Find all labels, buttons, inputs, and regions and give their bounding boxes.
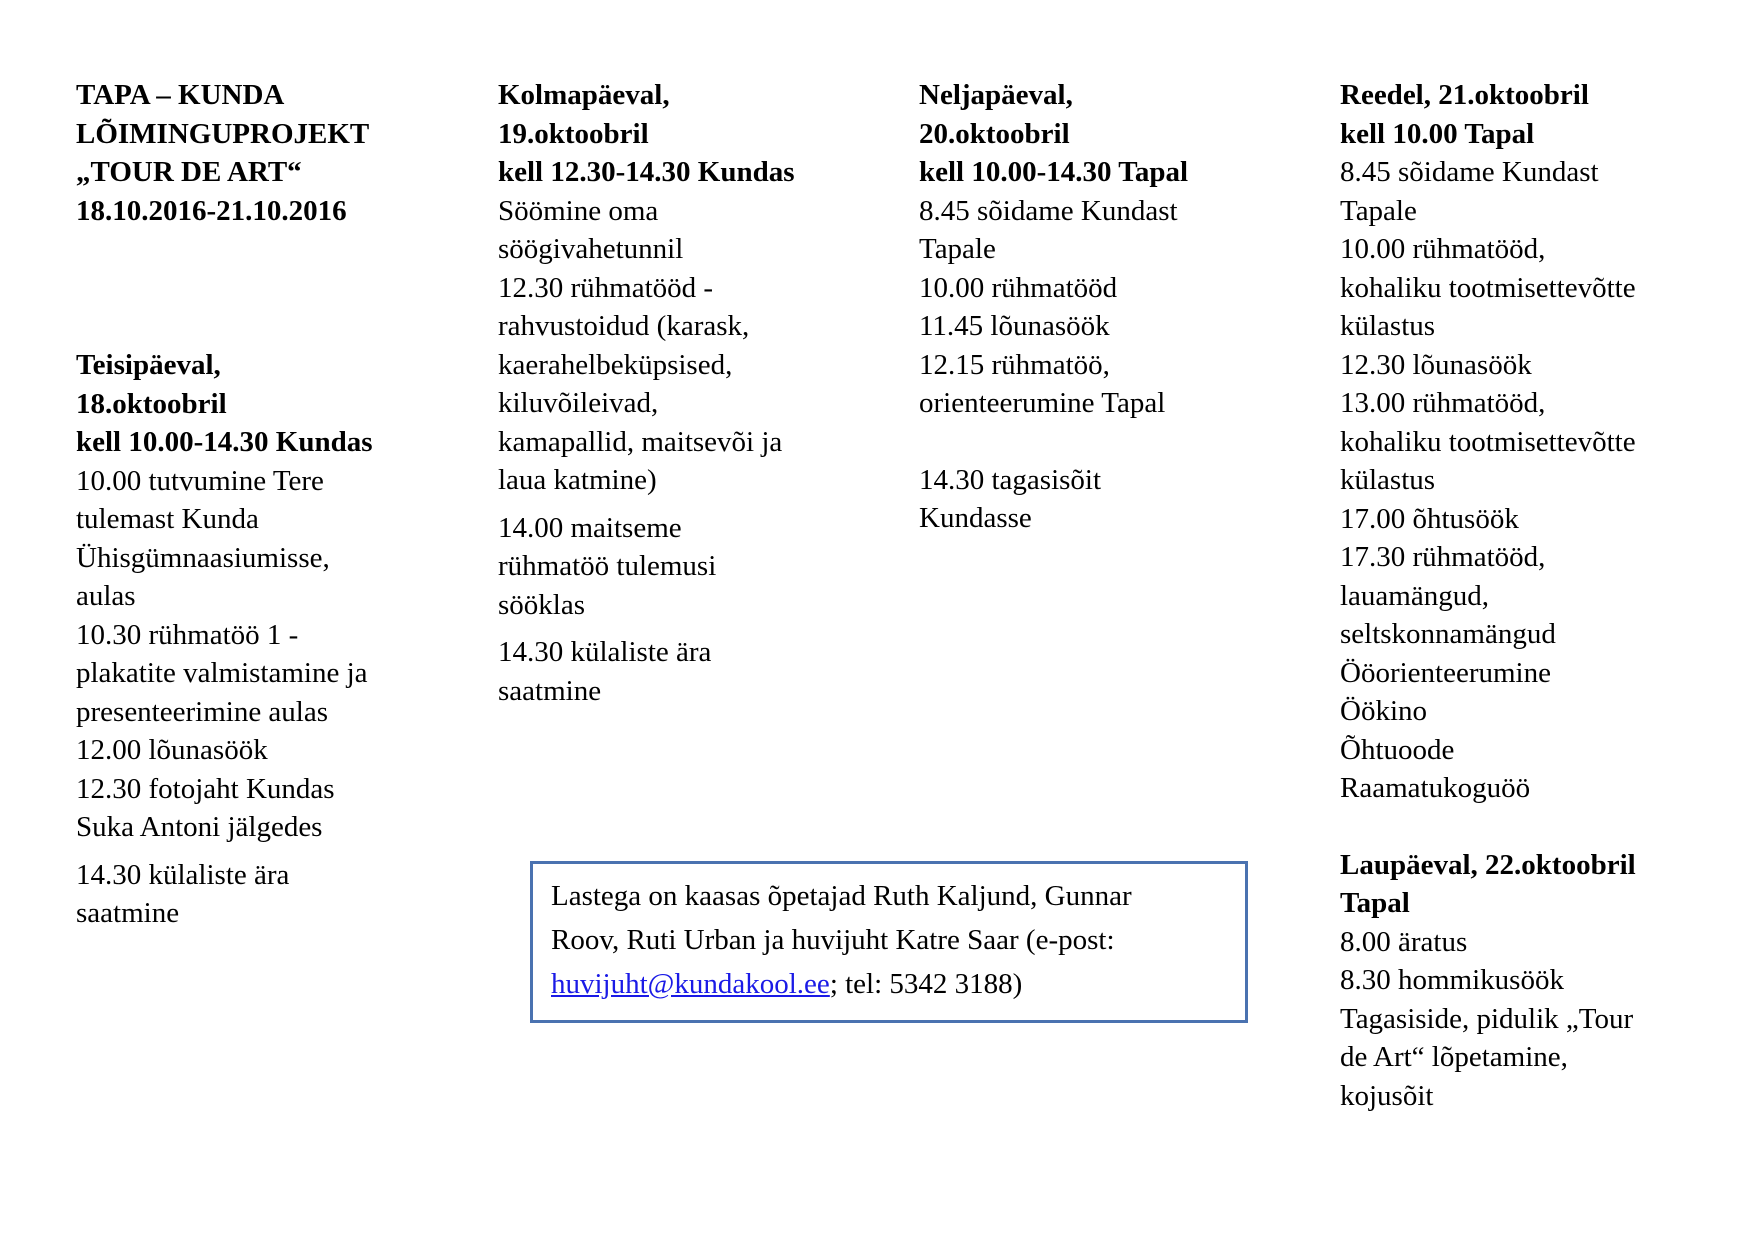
schedule-line: seltskonnamängud <box>1340 618 1556 650</box>
header-line: 18.10.2016-21.10.2016 <box>76 194 347 227</box>
schedule-line: kamapallid, maitsevõi ja <box>498 425 783 458</box>
schedule-line: Kundasse <box>919 502 1032 534</box>
column-thursday <box>919 76 1319 538</box>
schedule-line: Tagasiside, pidulik „Tour <box>1340 1002 1634 1035</box>
schedule-line: lauamängud, <box>1340 579 1489 612</box>
spacer <box>76 847 476 856</box>
schedule-items <box>76 462 476 847</box>
heading-line: Kolmapäeval, <box>498 79 670 111</box>
day-heading <box>76 346 476 462</box>
header-line: TAPA – KUNDA <box>76 79 285 111</box>
schedule-line: laua katmine) <box>498 464 657 496</box>
schedule-line: 8.00 äratus <box>1340 925 1468 958</box>
schedule-line: plakatite valmistamine ja <box>76 657 368 689</box>
column-friday-saturday <box>1340 76 1740 1115</box>
spacer <box>498 500 898 509</box>
schedule-line: 11.45 lõunasöök <box>919 310 1110 342</box>
spacer <box>498 624 898 633</box>
closing-items <box>498 633 898 710</box>
schedule-line: 10.30 rühmatöö 1 - <box>76 618 299 651</box>
schedule-line: 8.45 sõidame Kundast <box>1340 156 1599 188</box>
schedule-line: rühmatöö tulemusi <box>498 550 717 582</box>
schedule-line: 8.45 sõidame Kundast <box>919 194 1178 227</box>
schedule-line: Õhtuoode <box>1340 733 1455 766</box>
schedule-line: Ühisgümnaasiumisse, <box>76 541 330 574</box>
schedule-line: 12.15 rühmatöö, <box>919 348 1110 381</box>
info-line: Lastega on kaasas õpetajad Ruth Kaljund, Gunnar <box>551 880 1132 912</box>
spacer <box>1340 808 1740 846</box>
heading-line: Reedel, 21.oktoobril <box>1340 79 1589 111</box>
schedule-line: söögivahetunnil <box>498 233 684 265</box>
heading-line: 20.oktoobril <box>919 117 1070 150</box>
schedule-line: külastus <box>1340 464 1436 496</box>
schedule-line: külastus <box>1340 310 1436 342</box>
day-heading <box>1340 846 1740 923</box>
schedule-line: kiluvõileivad, <box>498 387 659 419</box>
schedule-line: 14.00 maitseme <box>498 511 682 544</box>
schedule-line: kojusõit <box>1340 1079 1434 1112</box>
schedule-line: 10.00 rühmatööd, <box>1340 233 1546 265</box>
schedule-line: orienteerumine Tapal <box>919 387 1166 419</box>
heading-line: 18.oktoobril <box>76 387 227 420</box>
heading-line: Neljapäeval, <box>919 79 1073 111</box>
project-header <box>76 76 476 230</box>
header-line: „TOUR DE ART“ <box>76 156 302 188</box>
column-wednesday <box>498 76 898 710</box>
schedule-line: Tapale <box>1340 194 1417 227</box>
day-heading <box>919 76 1319 192</box>
schedule-line: 14.30 tagasisõit <box>919 463 1102 496</box>
heading-line: kell 10.00-14.30 Kundas <box>76 426 373 458</box>
schedule-line: 12.30 rühmatööd - <box>498 271 714 304</box>
schedule-items <box>919 192 1319 423</box>
schedule-line: aulas <box>76 580 136 612</box>
closing-items <box>919 461 1319 538</box>
heading-line: kell 10.00 Tapal <box>1340 117 1535 150</box>
schedule-line: 12.30 lõunasöök <box>1340 348 1532 381</box>
phone-text: ; tel: 5342 3188) <box>829 968 1023 1000</box>
schedule-line: kohaliku tootmisettevõtte <box>1340 425 1636 458</box>
schedule-line: Tapale <box>919 233 996 265</box>
schedule-line: 12.30 fotojaht Kundas <box>76 772 335 805</box>
closing-items <box>76 856 476 933</box>
schedule-line: 14.30 külaliste ära <box>498 636 712 668</box>
info-line <box>551 962 1236 1006</box>
schedule-line: kohaliku tootmisettevõtte <box>1340 271 1636 304</box>
spacer <box>919 423 1319 461</box>
spacer <box>76 230 476 346</box>
schedule-items <box>1340 153 1740 808</box>
schedule-line: presenteerimine aulas <box>76 695 329 728</box>
schedule-line: kaerahelbeküpsised, <box>498 348 733 381</box>
schedule-line: sööklas <box>498 588 585 621</box>
schedule-line: Söömine oma <box>498 194 659 227</box>
schedule-line: 10.00 rühmatööd <box>919 271 1118 304</box>
schedule-line: 14.30 külaliste ära <box>76 858 290 891</box>
schedule-block <box>498 509 898 625</box>
schedule-line: 12.00 lõunasöök <box>76 734 268 766</box>
heading-line: Teisipäeval, <box>76 349 221 381</box>
info-line: Roov, Ruti Urban ja huvijuht Katre Saar (e-post: <box>551 924 1115 956</box>
schedule-line: saatmine <box>76 897 180 929</box>
schedule-line: Raamatukoguöö <box>1340 772 1531 804</box>
heading-line: Laupäeval, 22.oktoobril <box>1340 848 1636 881</box>
schedule-line: rahvustoidud (karask, <box>498 310 750 342</box>
day-heading <box>498 76 898 192</box>
schedule-line: 17.00 õhtusöök <box>1340 502 1519 535</box>
schedule-line: Ööorienteerumine <box>1340 656 1551 689</box>
contact-info-text <box>551 874 1236 1006</box>
schedule-items <box>1340 923 1740 1116</box>
schedule-line: Öökino <box>1340 695 1427 727</box>
heading-line: Tapal <box>1340 887 1410 919</box>
schedule-line: saatmine <box>498 674 602 707</box>
schedule-items <box>498 192 898 500</box>
heading-line: kell 12.30-14.30 Kundas <box>498 156 795 188</box>
day-heading <box>1340 76 1740 153</box>
contact-info-box <box>530 861 1248 1023</box>
schedule-line: 17.30 rühmatööd, <box>1340 541 1546 573</box>
column-tuesday <box>76 76 476 933</box>
schedule-line: tulemast Kunda <box>76 503 259 535</box>
email-link[interactable]: huvijuht@kundakool.ee <box>551 968 830 1000</box>
schedule-line: Suka Antoni jälgedes <box>76 811 323 843</box>
schedule-line: 8.30 hommikusöök <box>1340 964 1564 996</box>
schedule-line: de Art“ lõpetamine, <box>1340 1041 1568 1073</box>
heading-line: 19.oktoobril <box>498 117 649 150</box>
header-line: LÕIMINGUPROJEKT <box>76 117 370 150</box>
schedule-line: 13.00 rühmatööd, <box>1340 387 1546 419</box>
schedule-line: 10.00 tutvumine Tere <box>76 464 324 497</box>
heading-line: kell 10.00-14.30 Tapal <box>919 156 1189 188</box>
